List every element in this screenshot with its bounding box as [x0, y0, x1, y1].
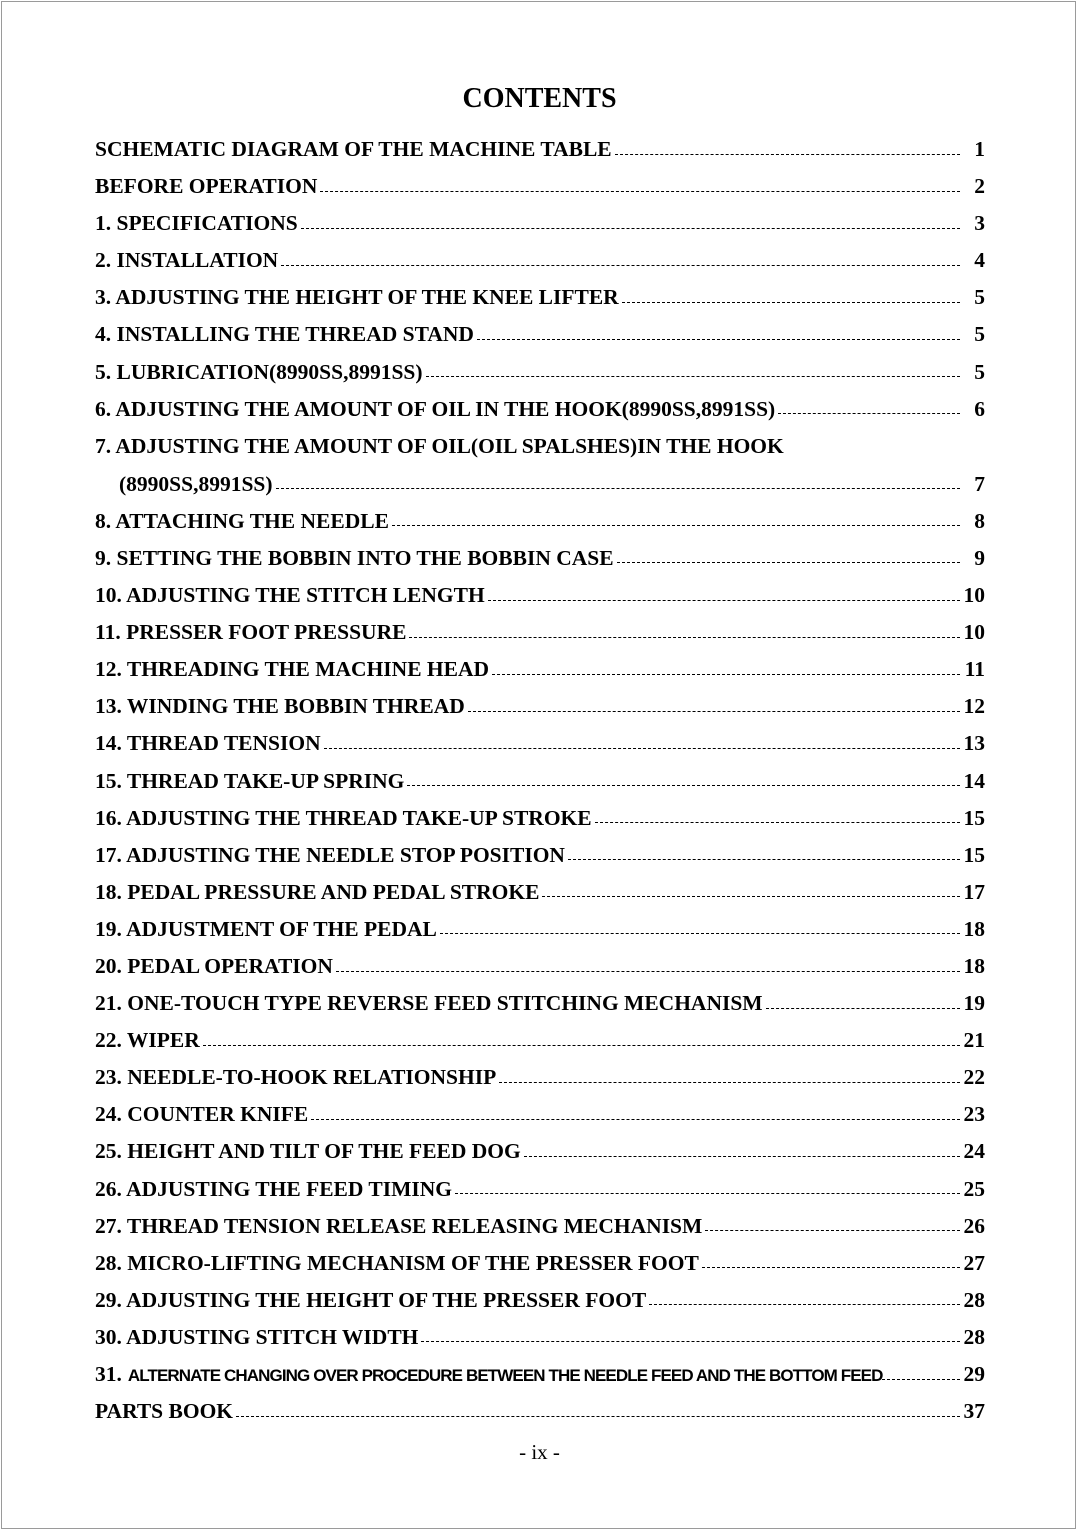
toc-entry[interactable]: [95, 279, 985, 316]
toc-entry-page: 10: [963, 583, 985, 608]
dot-leader: [409, 636, 960, 638]
toc-entry-label: 12. THREADING THE MACHINE HEAD: [95, 657, 490, 682]
toc-entry[interactable]: [95, 1059, 985, 1096]
dot-leader: [542, 895, 960, 897]
dot-leader: [615, 153, 960, 155]
dot-leader: [492, 673, 960, 675]
toc-entry-page: 12: [963, 694, 985, 719]
page-title: CONTENTS: [462, 83, 617, 114]
dot-leader: [778, 412, 960, 414]
dot-leader: [301, 227, 960, 229]
toc-entry-label: 13. WINDING THE BOBBIN THREAD: [95, 694, 465, 719]
dot-leader: [407, 784, 960, 786]
toc-entry-page: 25: [963, 1176, 985, 1201]
dot-leader: [882, 1378, 960, 1380]
dot-leader: [392, 524, 960, 526]
toc-entry-page: 37: [963, 1399, 985, 1424]
toc-entry-page: 5: [974, 285, 985, 310]
toc-entry[interactable]: [95, 651, 985, 688]
dot-leader: [324, 747, 960, 749]
toc-entry[interactable]: [95, 428, 985, 466]
toc-entry-label: (8990SS,8991SS): [119, 471, 273, 496]
toc-entry-label: 23. NEEDLE-TO-HOOK RELATIONSHIP: [95, 1065, 497, 1090]
toc-entry[interactable]: [95, 948, 985, 985]
toc-entry[interactable]: [95, 503, 985, 540]
dot-leader: [524, 1155, 960, 1157]
dot-leader: [455, 1192, 960, 1194]
toc-entry[interactable]: [95, 1133, 985, 1170]
toc-entry-label: 30. ADJUSTING STITCH WIDTH: [95, 1324, 419, 1349]
dot-leader: [499, 1081, 960, 1083]
dot-leader: [421, 1340, 960, 1342]
toc-entry[interactable]: [95, 614, 985, 651]
toc-entry-label: 26. ADJUSTING THE FEED TIMING: [95, 1176, 453, 1201]
toc-entry-page: 18: [963, 916, 985, 941]
toc-entry[interactable]: [95, 911, 985, 948]
toc-entry-label: 8. ATTACHING THE NEEDLE: [95, 508, 389, 533]
toc-entry-label-number: 31.: [95, 1362, 122, 1386]
toc-entry[interactable]: [95, 1393, 985, 1430]
toc-entry[interactable]: [95, 205, 985, 242]
dot-leader: [468, 710, 960, 712]
toc-entry-label: 5. LUBRICATION(8990SS,8991SS): [95, 359, 423, 384]
dot-leader: [426, 375, 960, 377]
toc-entry[interactable]: [95, 131, 985, 168]
toc-entry-page: 10: [963, 620, 985, 645]
toc-entry-page: 26: [963, 1213, 985, 1238]
toc-entry[interactable]: [95, 874, 985, 911]
toc-entry-label: BEFORE OPERATION: [95, 174, 318, 199]
toc-entry[interactable]: [95, 1171, 985, 1208]
toc-entry-page: 23: [963, 1102, 985, 1127]
toc-entry-page: 7: [974, 471, 985, 496]
toc-entry-label: 20. PEDAL OPERATION: [95, 953, 333, 978]
toc-entry-page: 27: [963, 1250, 985, 1275]
toc-entry[interactable]: [95, 1022, 985, 1059]
toc-entry-page: 13: [963, 731, 985, 756]
toc-entry-page: 24: [963, 1139, 985, 1164]
toc-entry-page: 3: [974, 211, 985, 236]
toc-entry[interactable]: [95, 1096, 985, 1133]
toc-entry-page: 5: [974, 322, 985, 347]
toc-entry-label: 6. ADJUSTING THE AMOUNT OF OIL IN THE HOOK(8990SS,8991SS): [95, 396, 776, 421]
toc-entry[interactable]: [95, 1245, 985, 1282]
toc-entry-page: 9: [974, 545, 985, 570]
toc-entry-label: 14. THREAD TENSION: [95, 731, 321, 756]
toc-entry[interactable]: [95, 837, 985, 874]
toc-entry-continuation[interactable]: [95, 466, 985, 503]
dot-leader: [311, 1118, 960, 1120]
dot-leader: [320, 190, 960, 192]
toc-entry-label: 9. SETTING THE BOBBIN INTO THE BOBBIN CASE: [95, 545, 614, 570]
toc-entry-page: 19: [963, 991, 985, 1016]
dot-leader: [702, 1266, 960, 1268]
toc-entry-page: 11: [964, 657, 985, 682]
dot-leader: [568, 858, 960, 860]
table-of-contents: [95, 131, 985, 1430]
toc-entry-page: 1: [974, 137, 985, 161]
dot-leader: [236, 1415, 960, 1417]
toc-entry-page: 29: [963, 1362, 985, 1386]
toc-entry-label: 4. INSTALLING THE THREAD STAND: [95, 322, 474, 347]
toc-entry-label: 1. SPECIFICATIONS: [95, 211, 298, 236]
toc-entry-page: 22: [963, 1065, 985, 1090]
dot-leader: [595, 821, 960, 823]
dot-leader: [617, 561, 960, 563]
page-number: - ix -: [519, 1440, 560, 1464]
toc-entry-label: 3. ADJUSTING THE HEIGHT OF THE KNEE LIFTER: [95, 285, 619, 310]
toc-entry[interactable]: [95, 800, 985, 837]
dot-leader: [705, 1229, 960, 1231]
dot-leader: [649, 1303, 960, 1305]
toc-entry-label: 24. COUNTER KNIFE: [95, 1102, 309, 1127]
toc-entry-page: 8: [974, 508, 985, 533]
toc-entry-label: 28. MICRO-LIFTING MECHANISM OF THE PRESSER FOOT: [95, 1250, 699, 1275]
toc-entry[interactable]: [95, 316, 985, 353]
toc-entry-label: PARTS BOOK: [95, 1399, 234, 1424]
toc-entry-page: 28: [963, 1324, 985, 1349]
toc-entry-label: 29. ADJUSTING THE HEIGHT OF THE PRESSER FOOT: [95, 1287, 647, 1312]
toc-entry-label: 27. THREAD TENSION RELEASE RELEASING MECHANISM: [95, 1213, 703, 1238]
toc-entry[interactable]: [95, 391, 985, 428]
toc-entry-label: 25. HEIGHT AND TILT OF THE FEED DOG: [95, 1139, 521, 1164]
toc-entry-label: SCHEMATIC DIAGRAM OF THE MACHINE TABLE: [95, 137, 612, 161]
toc-entry[interactable]: [95, 577, 985, 614]
dot-leader: [336, 970, 960, 972]
toc-entry-label: 17. ADJUSTING THE NEEDLE STOP POSITION: [95, 842, 565, 867]
toc-entry-label: 15. THREAD TAKE-UP SPRING: [95, 768, 405, 793]
toc-entry[interactable]: [95, 242, 985, 279]
toc-entry-label: 7. ADJUSTING THE AMOUNT OF OIL(OIL SPALSHES)IN THE HOOK: [95, 433, 784, 458]
toc-entry[interactable]: [95, 725, 985, 762]
toc-entry-page: 2: [974, 174, 985, 199]
toc-entry-page: 14: [963, 768, 985, 793]
toc-entry-page: 17: [963, 879, 985, 904]
dot-leader: [477, 338, 960, 340]
dot-leader: [622, 301, 960, 303]
toc-entry[interactable]: [95, 688, 985, 725]
toc-entry-page: 15: [963, 805, 985, 830]
toc-entry-page: 15: [963, 842, 985, 867]
dot-leader: [440, 932, 960, 934]
toc-entry-page: 6: [974, 396, 985, 421]
toc-entry-label: 22. WIPER: [95, 1028, 200, 1053]
dot-leader: [766, 1007, 960, 1009]
toc-entry-page: 5: [974, 359, 985, 384]
toc-entry[interactable]: [95, 1319, 985, 1356]
toc-entry[interactable]: [95, 168, 985, 205]
toc-entry-label: 16. ADJUSTING THE THREAD TAKE-UP STROKE: [95, 805, 592, 830]
dot-leader: [276, 487, 960, 489]
toc-entry[interactable]: [95, 1208, 985, 1245]
dot-leader: [488, 599, 960, 601]
toc-entry-page: 21: [963, 1028, 985, 1053]
toc-entry[interactable]: [95, 763, 985, 800]
toc-entry-page: 28: [963, 1287, 985, 1312]
toc-entry-page: 4: [974, 248, 985, 273]
toc-entry-label: 11. PRESSER FOOT PRESSURE: [95, 620, 407, 645]
toc-entry-label: 10. ADJUSTING THE STITCH LENGTH: [95, 583, 485, 608]
toc-entry-label: 2. INSTALLATION: [95, 248, 279, 273]
toc-entry[interactable]: [95, 540, 985, 577]
dot-leader: [203, 1044, 960, 1046]
toc-entry[interactable]: [95, 1282, 985, 1319]
toc-entry-page: 18: [963, 953, 985, 978]
toc-entry-label: ALTERNATE CHANGING OVER PROCEDURE BETWEEN THE NEEDLE FEED AND THE BOTTOM FEED: [127, 1366, 883, 1385]
toc-entry-label: 21. ONE-TOUCH TYPE REVERSE FEED STITCHING MECHANISM: [95, 991, 763, 1016]
toc-entry[interactable]: [95, 354, 985, 391]
toc-entry-label: 19. ADJUSTMENT OF THE PEDAL: [95, 916, 437, 941]
toc-entry[interactable]: [95, 985, 985, 1022]
dot-leader: [281, 264, 960, 266]
toc-entry[interactable]: [95, 1356, 985, 1393]
toc-entry-label: 18. PEDAL PRESSURE AND PEDAL STROKE: [95, 879, 540, 904]
